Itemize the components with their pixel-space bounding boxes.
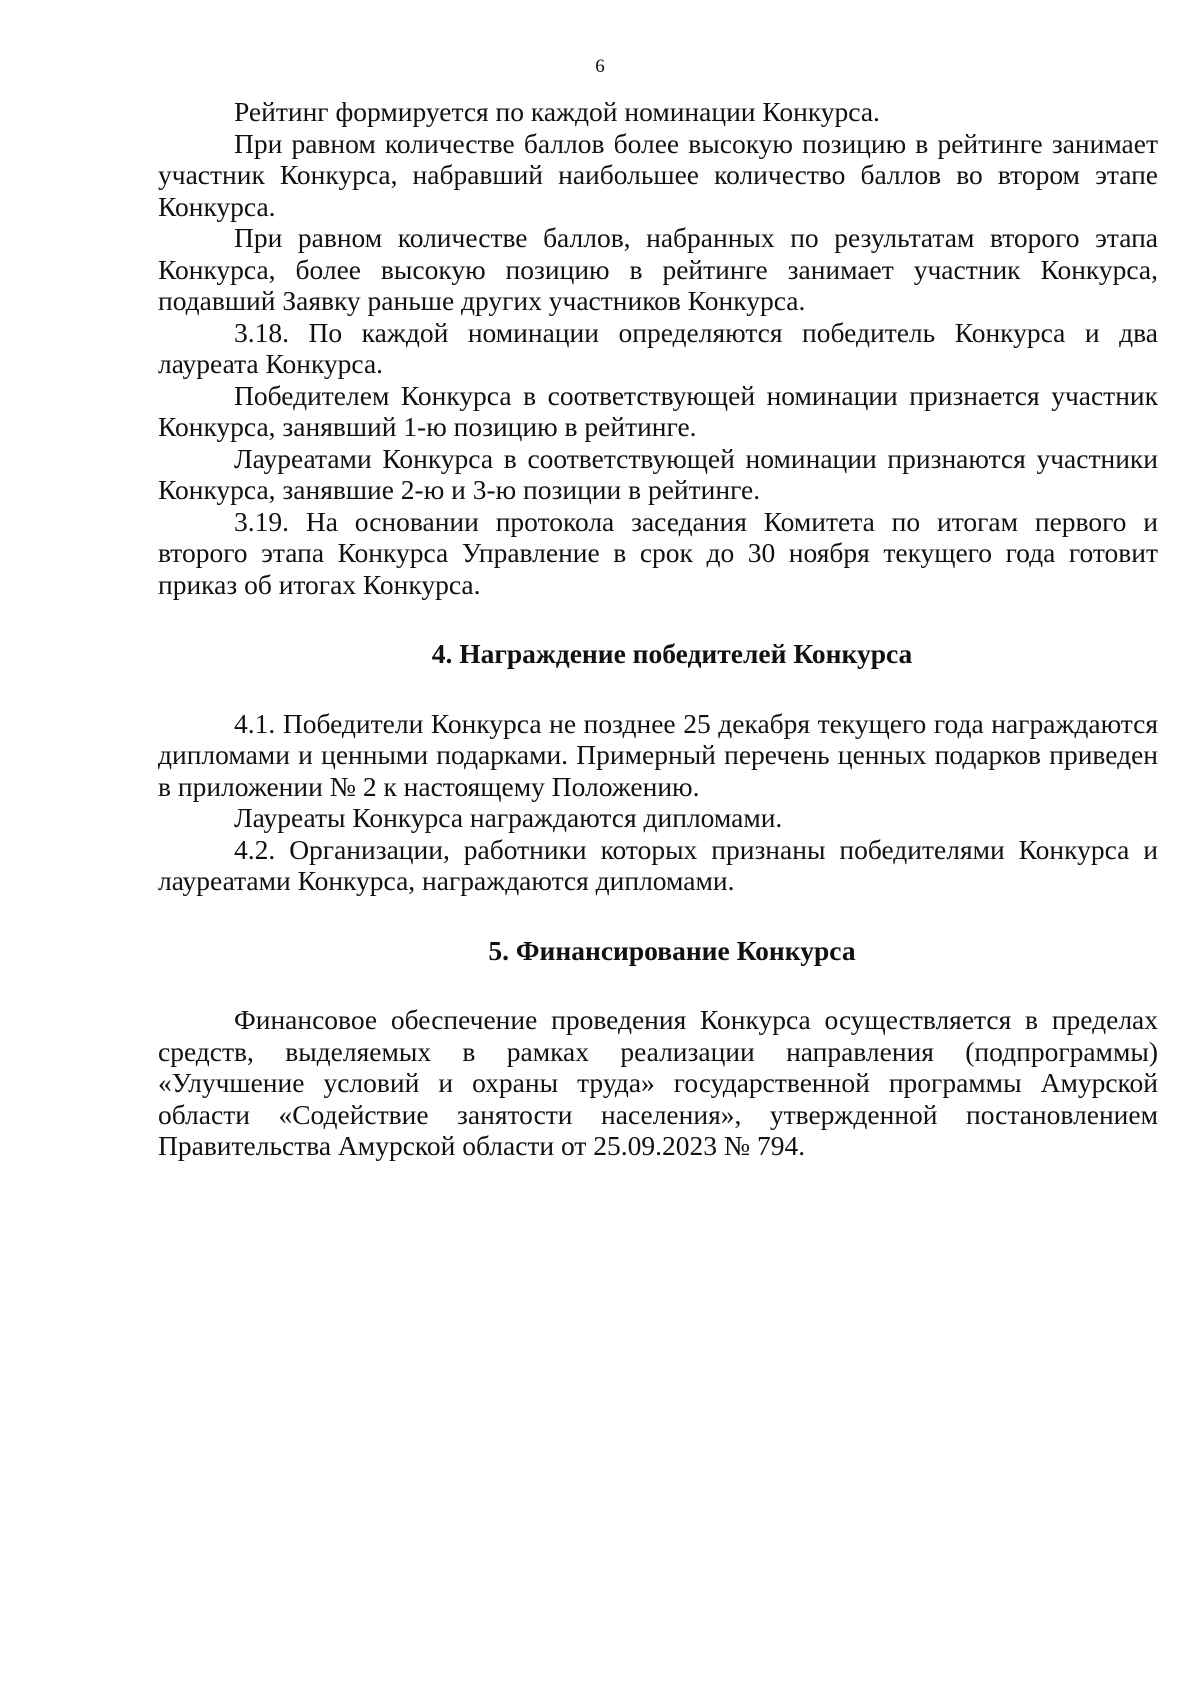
paragraph-4-1: 4.1. Победители Конкурса не позднее 25 декабря текущего года награждаются дипломами и ценными подарками. Примерный перечень ценных подарков приведен в приложении № 2 к настоящему Положению. bbox=[158, 707, 1158, 802]
section-4-heading: 4. Награждение победителей Конкурса bbox=[431, 638, 913, 669]
section-5-heading: 5. Финансирование Конкурса bbox=[488, 934, 856, 966]
paragraph-3-18: 3.18. По каждой номинации определяются победитель Конкурса и два лауреата Конкурса. bbox=[158, 316, 1158, 379]
paragraph-rating-per-nomination: Рейтинг формируется по каждой номинации Конкурса. bbox=[234, 96, 880, 127]
paragraph-laureates-definition: Лауреатами Конкурса в соответствующей номинации признаются участники Конкурса, занявшие 2-ю и 3-ю позиции в рейтинге. bbox=[158, 442, 1158, 505]
paragraph-equal-points-rule: При равном количестве баллов более высокую позицию в рейтинге занимает участник Конкурса, набравший наибольшее количество баллов во втором этапе Конкурса. bbox=[158, 127, 1158, 222]
paragraph-3-19: 3.19. На основании протокола заседания Комитета по итогам первого и второго этапа Конкурса Управление в срок до 30 ноября текущего года готовит приказ об итогах Конкурса. bbox=[158, 505, 1158, 600]
paragraph-equal-second-stage-rule: При равном количестве баллов, набранных по результатам второго этапа Конкурса, более высокую позицию в рейтинге занимает участник Конкурса, подавший Заявку раньше других участников Конкурса. bbox=[158, 222, 1158, 316]
paragraph-winner-definition: Победителем Конкурса в соответствующей номинации признается участник Конкурса, занявший 1-ю позицию в рейтинге. bbox=[158, 379, 1158, 442]
page-number: 6 bbox=[595, 56, 605, 77]
paragraph-financing: Финансовое обеспечение проведения Конкурса осуществляется в пределах средств, выделяемых в рамках реализации направления (подпрограммы) «Улучшение условий и охраны труда» государственной программы Амурской области «Содействие занятости населения», утвержденной постановлением Правительства Амурской области от 25.09.2023 № 794. bbox=[158, 1004, 1158, 1161]
paragraph-laureates-award: Лауреаты Конкурса награждаются дипломами. bbox=[234, 802, 783, 833]
document-body bbox=[158, 96, 1158, 1162]
paragraph-4-2: 4.2. Организации, работники которых признаны победителями Конкурса и лауреатами Конкурса, награждаются дипломами. bbox=[158, 833, 1158, 896]
